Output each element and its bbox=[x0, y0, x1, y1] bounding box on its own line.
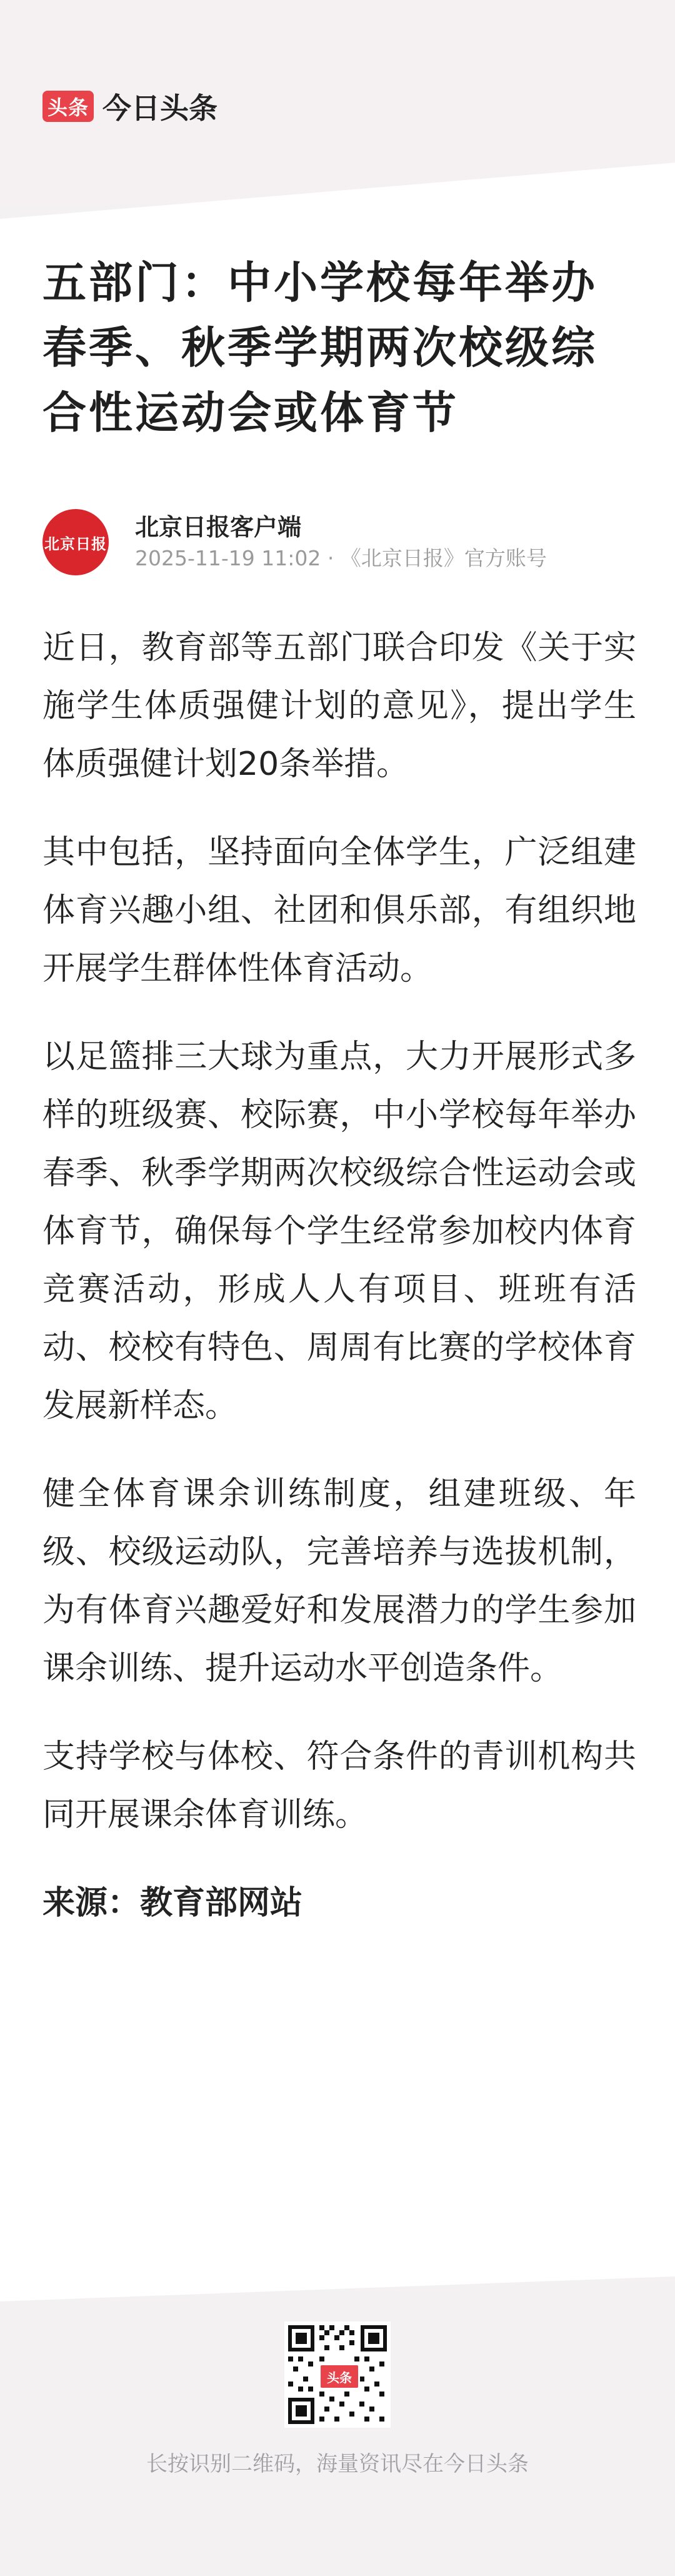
author-row[interactable] bbox=[42, 508, 547, 577]
author-meta bbox=[135, 512, 547, 573]
qr-code[interactable] bbox=[284, 2321, 391, 2428]
app-brand[interactable] bbox=[42, 86, 218, 127]
article-title: 五部门：中小学校每年举办春季、秋季学期两次校级综合性运动会或体育节 bbox=[42, 257, 598, 438]
paragraph: 其中包括，坚持面向全体学生，广泛组建体育兴趣小组、社团和俱乐部，有组织地开展学生群体性体育活动。 bbox=[42, 834, 636, 987]
brand-logo-icon: 头条 bbox=[42, 91, 94, 122]
paragraph: 近日，教育部等五部门联合印发《关于实施学生体质强健计划的意见》，提出学生体质强健计划20条举措。 bbox=[42, 629, 636, 783]
author-avatar[interactable]: 北京日报 bbox=[42, 509, 109, 575]
brand-name: 今日头条 bbox=[102, 91, 218, 125]
qr-logo-icon: 头条 bbox=[319, 2363, 360, 2390]
paragraph: 以足篮排三大球为重点，大力开展形式多样的班级赛、校际赛，中小学校每年举办春季、秋季学期两次校级综合性运动会或体育节，确保每个学生经常参加校内体育竞赛活动，形成人人有项目、班班有活动、校校有特色、周周有比赛的学校体育发展新样态。 bbox=[42, 1038, 636, 1425]
article-source: 来源：教育部网站 bbox=[42, 1884, 303, 1922]
article-body bbox=[42, 619, 636, 1962]
qr-caption: 长按识别二维码，海量资讯尽在今日头条 bbox=[146, 2452, 529, 2477]
paragraph: 支持学校与体校、符合条件的青训机构共同开展课余体育训练。 bbox=[42, 1738, 636, 1834]
publish-info: 2025-11-19 11:02 · 《北京日报》官方账号 bbox=[135, 546, 547, 570]
paragraph: 健全体育课余训练制度，组建班级、年级、校级运动队，完善培养与选拔机制，为有体育兴趣爱好和发展潜力的学生参加课余训练、提升运动水平创造条件。 bbox=[42, 1475, 636, 1687]
author-name[interactable]: 北京日报客户端 bbox=[135, 513, 302, 541]
